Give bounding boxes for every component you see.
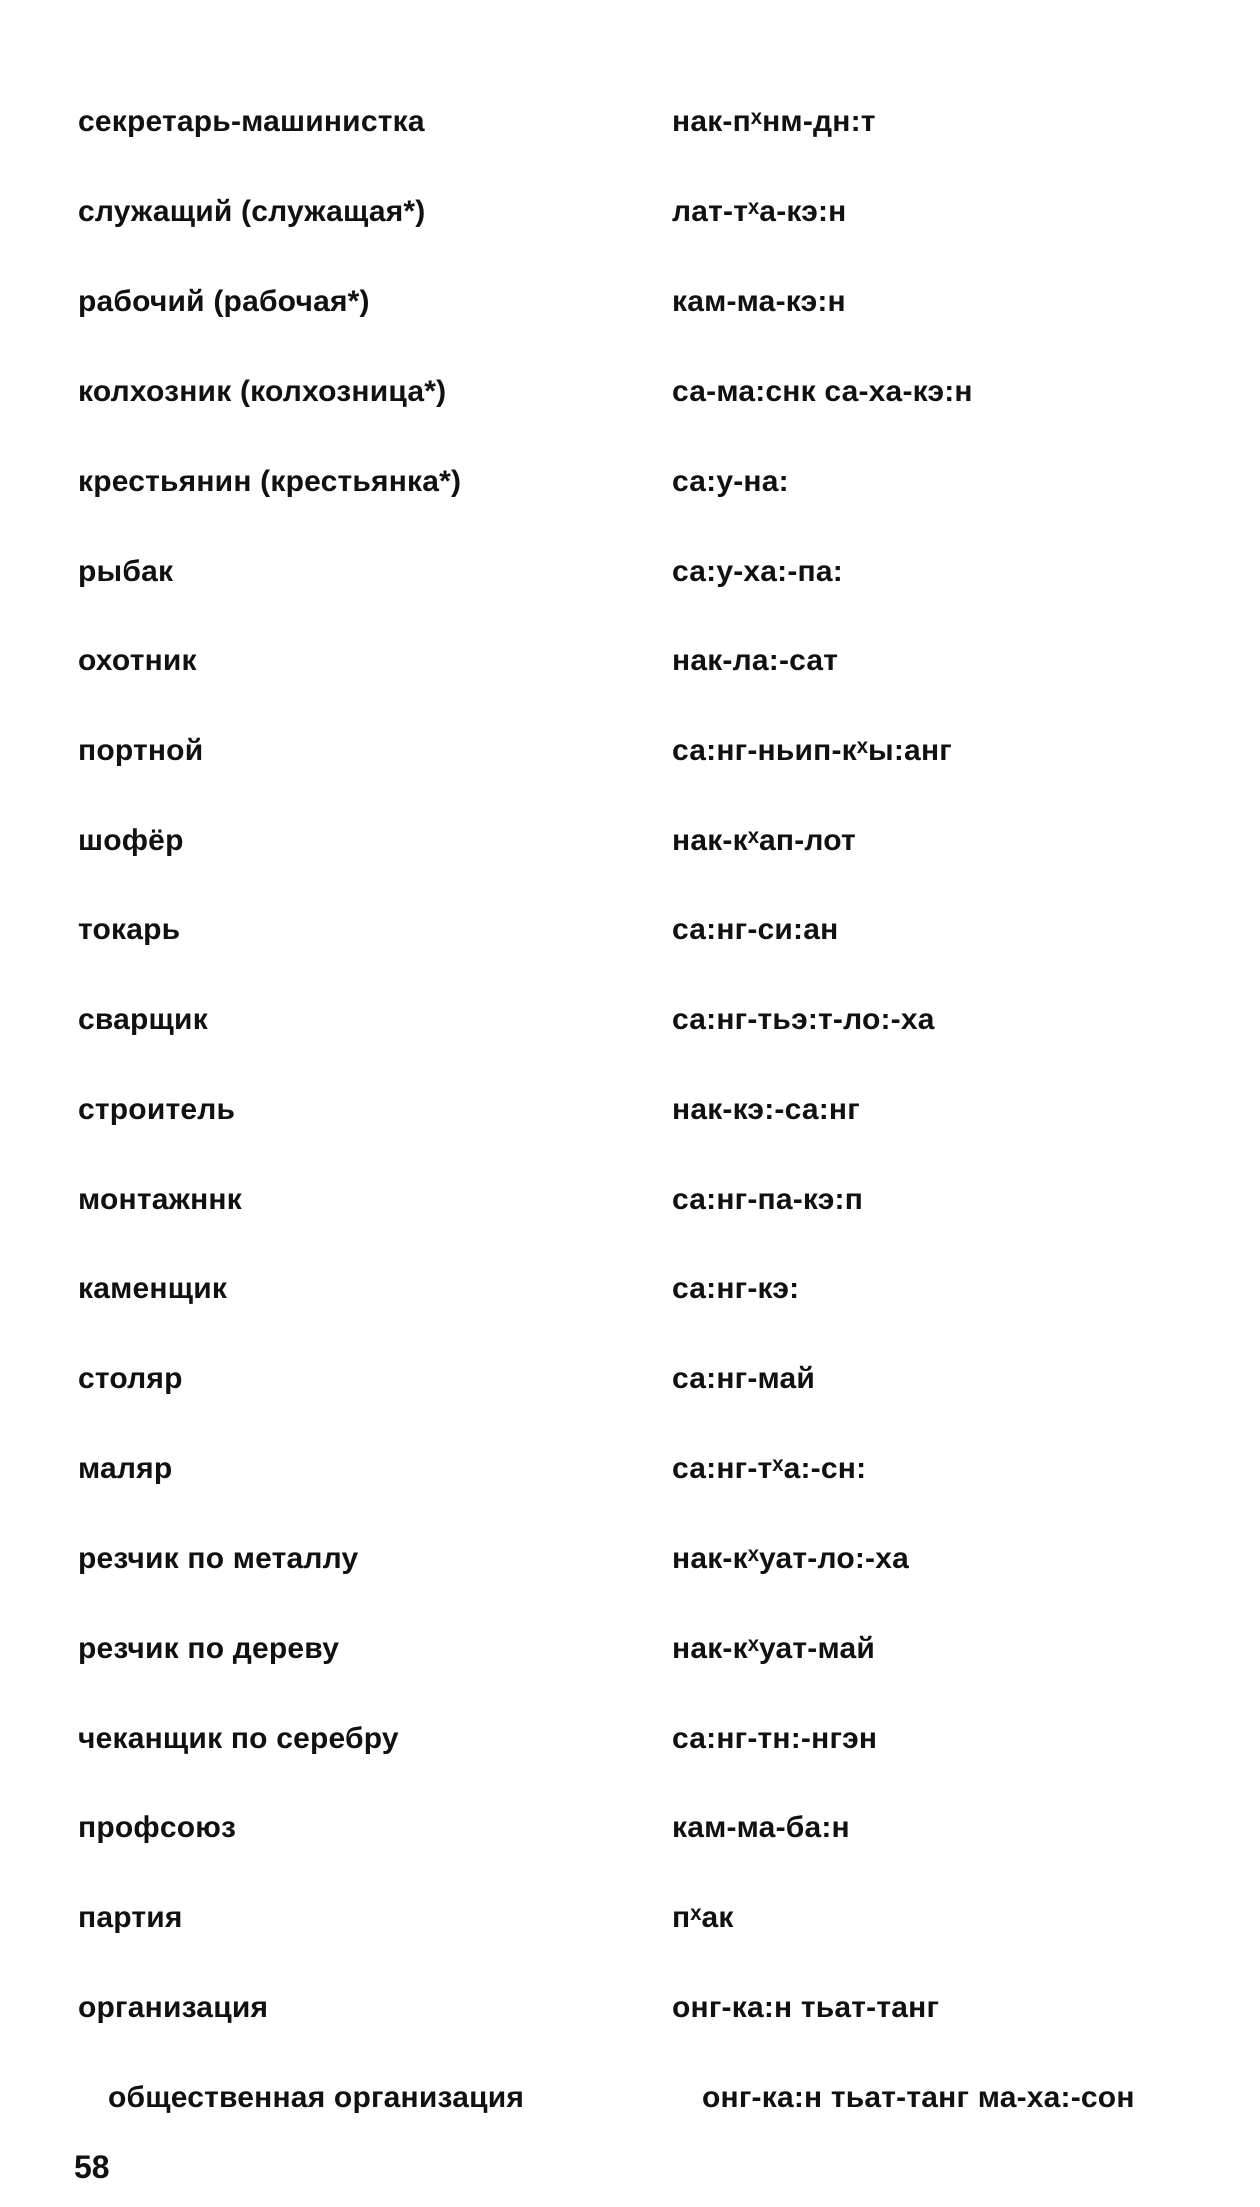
russian-term: колхозник (колхозница*): [78, 375, 447, 408]
transliteration: са:нг-си:ан: [672, 913, 839, 946]
russian-term: рыбак: [78, 555, 174, 588]
russian-term: каменщик: [78, 1272, 228, 1305]
transliteration: лат-тˣа-кэ:н: [672, 195, 847, 228]
page-number: 58: [74, 2149, 110, 2185]
list-item: [0, 1090, 1260, 1150]
transliteration: са:нг-па-кэ:п: [672, 1183, 864, 1216]
list-item: [0, 1629, 1260, 1689]
russian-term: резчик по металлу: [78, 1542, 359, 1575]
transliteration: нак-ла:-сат: [672, 644, 839, 677]
transliteration: са:у-ха:-па:: [672, 555, 843, 588]
russian-term: монтажннк: [78, 1183, 242, 1216]
russian-term: общественная организация: [108, 2081, 525, 2114]
transliteration: нак-кˣап-лот: [672, 824, 856, 857]
transliteration: са:нг-май: [672, 1362, 816, 1395]
russian-term: сварщик: [78, 1003, 208, 1036]
transliteration: са:у-на:: [672, 465, 789, 498]
russian-term: столяр: [78, 1362, 183, 1395]
transliteration: са-ма:снк са-ха-кэ:н: [672, 375, 973, 408]
list-item: [0, 282, 1260, 342]
russian-term: шофёр: [78, 824, 184, 857]
list-item: [0, 731, 1260, 791]
transliteration: нак-кэ:-са:нг: [672, 1093, 860, 1126]
list-item: [0, 910, 1260, 970]
list-item: [0, 102, 1260, 162]
list-item: [0, 821, 1260, 881]
list-item: [0, 1449, 1260, 1509]
transliteration: онг-ка:н тьат-танг: [672, 1991, 940, 2024]
list-item: [0, 552, 1260, 612]
russian-term: крестьянин (крестьянка*): [78, 465, 462, 498]
russian-term: организация: [78, 1991, 269, 2024]
russian-term: служащий (служащая*): [78, 195, 426, 228]
transliteration: нак-пˣнм-дн:т: [672, 105, 876, 138]
russian-term: секретарь-машинистка: [78, 105, 425, 138]
list-item: [0, 1359, 1260, 1419]
list-item: [0, 1269, 1260, 1329]
transliteration: кам-ма-кэ:н: [672, 285, 846, 318]
transliteration: нак-кˣуат-май: [672, 1632, 875, 1665]
russian-term: чеканщик по серебру: [78, 1722, 399, 1755]
list-item: [0, 2078, 1260, 2138]
transliteration: са:нг-кэ:: [672, 1272, 800, 1305]
list-item: [0, 1719, 1260, 1779]
transliteration: са:нг-тн:-нгэн: [672, 1722, 878, 1755]
russian-term: портной: [78, 734, 204, 767]
list-item: [0, 1000, 1260, 1060]
list-item: [0, 1180, 1260, 1240]
list-item: [0, 641, 1260, 701]
list-item: [0, 462, 1260, 522]
russian-term: партия: [78, 1901, 183, 1934]
transliteration: пˣак: [672, 1901, 734, 1934]
transliteration: нак-кˣуат-ло:-ха: [672, 1542, 910, 1575]
transliteration: кам-ма-ба:н: [672, 1811, 850, 1844]
list-item: [0, 1539, 1260, 1599]
list-item: [0, 192, 1260, 252]
transliteration: са:нг-тьэ:т-ло:-ха: [672, 1003, 935, 1036]
russian-term: рабочий (рабочая*): [78, 285, 370, 318]
russian-term: маляр: [78, 1452, 173, 1485]
russian-term: резчик по дереву: [78, 1632, 340, 1665]
russian-term: профсоюз: [78, 1811, 237, 1844]
list-item: [0, 372, 1260, 432]
list-item: [0, 1808, 1260, 1868]
russian-term: охотник: [78, 644, 197, 677]
russian-term: токарь: [78, 913, 181, 946]
list-item: [0, 1898, 1260, 1958]
transliteration: са:нг-тˣа:-сн:: [672, 1452, 867, 1485]
transliteration: онг-ка:н тьат-танг ма-ха:-сон: [702, 2081, 1135, 2114]
transliteration: са:нг-ньип-кˣы:анг: [672, 734, 952, 767]
list-item: [0, 1988, 1260, 2048]
russian-term: строитель: [78, 1093, 236, 1126]
